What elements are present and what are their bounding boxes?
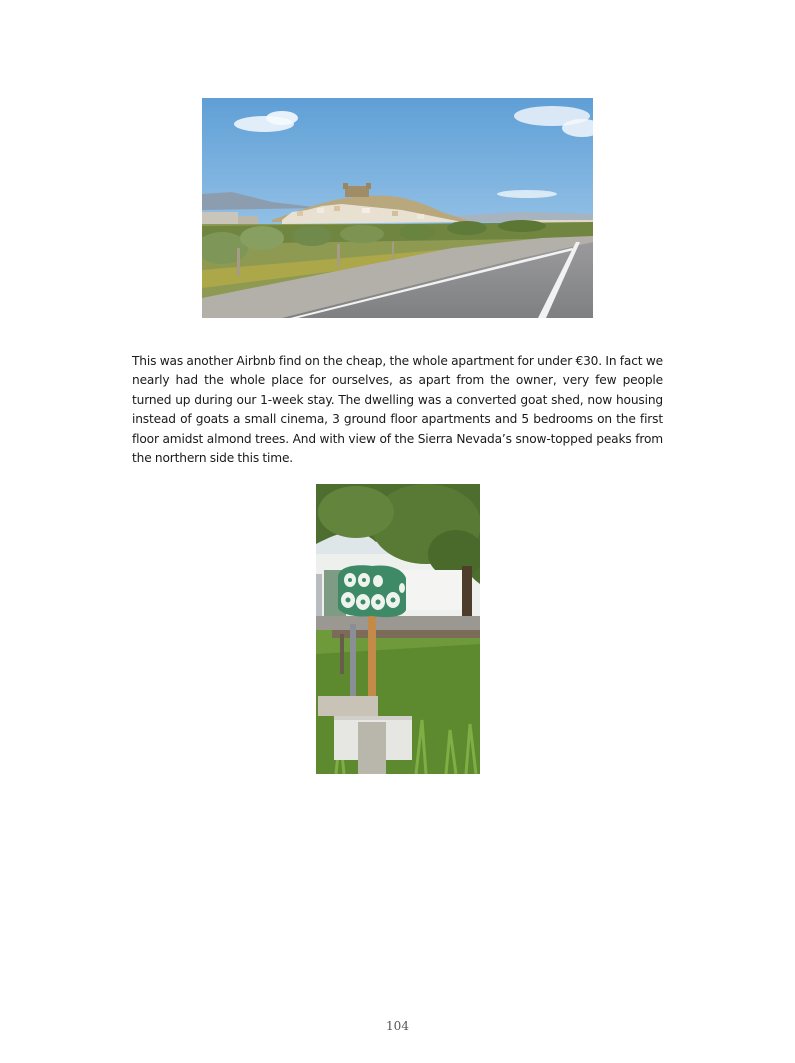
sign-image bbox=[316, 484, 480, 774]
sign-photo bbox=[316, 484, 480, 774]
castle-landscape-photo bbox=[202, 98, 593, 318]
page-number: 104 bbox=[386, 1019, 409, 1033]
body-paragraph: This was another Airbnb find on the cheap, the whole apartment for under €30. In fact we nearly had the whole place for ourselves, as apart from the owner, very few people turned up during our 1-week stay. The dwelling was a converted goat shed, now housing instead of goats a small cinema, 3 ground floor apartments and 5 bedrooms on the first floor amidst almond trees. And with view of the Sierra Nevada’s snow-topped peaks from the northern side this time. bbox=[132, 354, 663, 466]
castle-landscape-image bbox=[202, 98, 593, 318]
